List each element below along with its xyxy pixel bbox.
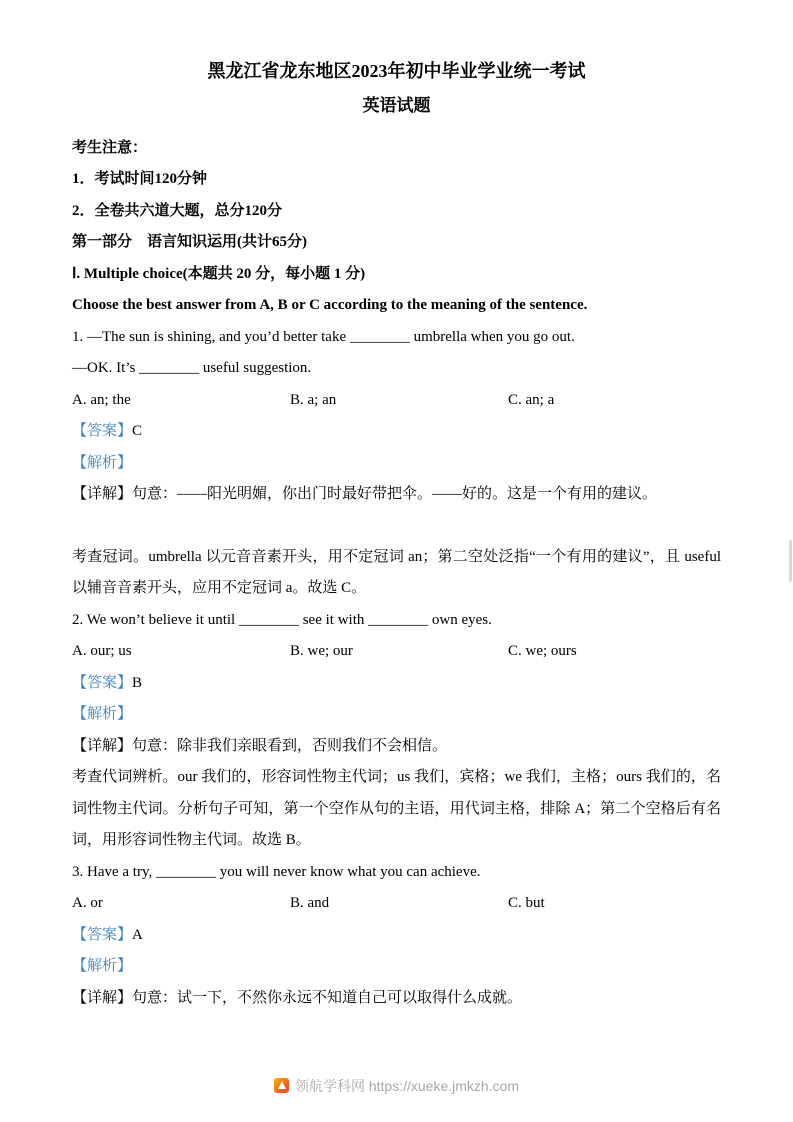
answer-label: 【答案】 (72, 926, 133, 943)
question-stem: 3. Have a try, ________ you will never know what you can achieve. (72, 863, 481, 880)
footer-watermark (0, 1076, 793, 1096)
question-stem: 2. We won’t believe it until ________ see it with ________ own eyes. (72, 611, 492, 628)
detail-line (72, 731, 721, 763)
option-c: C. but (508, 895, 545, 911)
notice-item-2: 2．全卷共六道大题，总分120分 (72, 202, 283, 219)
notice-heading: 考生注意： (72, 139, 148, 156)
explanation-paragraph: 考查冠词。umbrella 以元音音素开头，用不定冠词 an；第二空处泛指“一个有用的建议”，且 useful 以辅音音素开头，应用不定冠词 a。故选 C。 (72, 548, 721, 596)
option-b: B. and (290, 895, 330, 911)
section-heading: Ⅰ. Multiple choice(本题共 20 分，每小题 1 分) (72, 265, 366, 282)
option-c: C. an; a (508, 391, 555, 408)
option-c: C. we; ours (508, 643, 577, 659)
analysis-line (72, 699, 721, 731)
options-row (72, 888, 721, 920)
analysis-label: 【解析】 (72, 454, 133, 471)
analysis-line (72, 951, 721, 983)
answer-value: C (132, 423, 143, 439)
detail-text: 句意：——阳光明媚，你出门时最好带把伞。——好的。这是一个有用的建议。 (132, 486, 658, 502)
options-row (72, 636, 721, 668)
exam-title: 黑龙江省龙东地区2023年初中毕业学业统一考试 (207, 61, 586, 81)
detail-label: 【详解】 (72, 737, 133, 754)
analysis-label: 【解析】 (72, 958, 133, 974)
question-3 (72, 857, 721, 1015)
option-a: A. or (72, 895, 103, 911)
answer-line (72, 668, 721, 700)
question-stem: 1. —The sun is shining, and you’d better take ________ umbrella when you go out. (72, 328, 575, 345)
option-a: A. an; the (72, 391, 131, 408)
answer-value: A (132, 926, 143, 943)
explanation-paragraph: 考查代词辨析。our 我们的，形容词性物主代词；us 我们，宾格；we 我们，主格；ours 我们的，名词性物主代词。分析句子可知，第一个空作从句的主语，用代词主格，排除 A；第二个空格后有名词，用形容词性物主代词。故选 B。 (72, 769, 721, 848)
question-2 (72, 605, 721, 857)
options-row (72, 385, 721, 417)
option-b: B. a; an (290, 391, 337, 408)
analysis-label: 【解析】 (72, 706, 133, 722)
answer-line (72, 416, 721, 448)
detail-text: 句意：除非我们亲眼看到，否则我们不会相信。 (132, 737, 448, 754)
exam-subtitle: 英语试题 (362, 96, 431, 115)
part-heading: 第一部分 语言知识运用(共计65分) (72, 234, 307, 250)
site-logo-icon (274, 1078, 289, 1093)
footer-text: 领航学科网 https://xueke.jmkzh.com (294, 1078, 520, 1094)
detail-text: 句意：试一下，不然你永远不知道自己可以取得什么成就。 (132, 989, 523, 1006)
option-a: A. our; us (72, 643, 132, 659)
answer-label: 【答案】 (72, 674, 133, 691)
detail-label: 【详解】 (72, 486, 133, 502)
question-stem-line-2: —OK. It’s ________ useful suggestion. (72, 360, 312, 376)
detail-label: 【详解】 (72, 989, 133, 1006)
option-b: B. we; our (290, 643, 353, 659)
detail-line (72, 479, 721, 511)
answer-label: 【答案】 (72, 423, 133, 439)
scrollbar-thumb[interactable] (789, 540, 792, 582)
section-instruction: Choose the best answer from A, B or C according to the meaning of the sentence. (72, 297, 588, 313)
analysis-line (72, 448, 721, 480)
answer-value: B (132, 674, 143, 691)
detail-line (72, 983, 721, 1015)
notice-item-1: 1．考试时间120分钟 (72, 171, 208, 187)
question-1 (72, 322, 721, 605)
answer-line (72, 920, 721, 952)
